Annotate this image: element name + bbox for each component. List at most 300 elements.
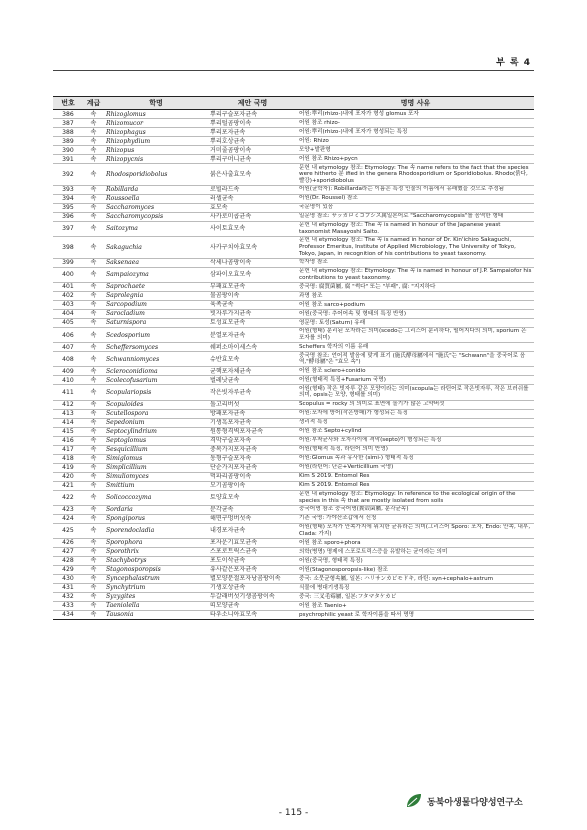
cell-rank: 속 [83,258,104,267]
cell-naming-reason: Scheffers 학자의 이름 유래 [297,343,534,352]
cell-korean-name: 타우소니아효모속 [208,610,297,619]
cell-naming-reason: 어원(형태) 분리된 포자라는 의미(scedo는 그리스어 분리하다, 떨어지다의 의미, sporium 은 포자를 의미) [297,327,534,342]
cell-korean-name: 쉐퍼소마이세스속 [208,343,297,352]
table-row [53,203,534,212]
cell-number: 412 [53,400,83,409]
cell-korean-name: 단순가지포자균속 [208,463,297,472]
cell-number: 417 [53,445,83,454]
cell-rank: 속 [83,601,104,610]
cell-naming-reason: 어원(Dr. Roussel) 참조 [297,194,534,203]
cell-number: 409 [53,367,83,376]
cell-korean-name: 부패효모균속 [208,282,297,291]
cell-naming-reason: 중국: 三叉毛霉屬, 일본:フタマタケカビ [297,592,534,601]
cell-korean-name: 효모속 [208,203,297,212]
cell-number: 400 [53,267,83,282]
cell-korean-name: 물곰팡이속 [208,291,297,300]
cell-number: 404 [53,309,83,318]
cell-naming-reason: 과명 참조 [297,291,534,300]
cell-rank: 속 [83,212,104,221]
cell-scientific-name: Sesquicillium [104,445,208,454]
cell-korean-name: 슈반효모속 [208,352,297,367]
cell-naming-reason: 어원 참조 sclero+conidio [297,367,534,376]
table-row [53,601,534,610]
cell-rank: 속 [83,309,104,318]
cell-naming-reason: 문헌 내 etymology 참조: The 속 is named in honor of Dr. Kin'ichiro Sakaguchi, Professor Emeritus, Institute of Applied Microbiology, The University of Tokyo, Tokyo, Japan, in recognition of his contributions to yeast taxonomy. [297,236,534,258]
table-row [53,352,534,367]
table-row [53,185,534,194]
cell-rank: 속 [83,427,104,436]
cell-naming-reason: 어원(형태) 포자가 안쪽가지에 위치한 균류라는 의미(그리스어 Sporo: 포자, Endo: 안쪽, 내부, Clada: 가지) [297,523,534,538]
cell-naming-reason: 어원 참조 rhizo- [297,119,534,128]
cell-korean-name: 먹파리곰팡이속 [208,472,297,481]
table-row [53,436,534,445]
cell-scientific-name: Schwanniomyces [104,352,208,367]
cell-korean-name: 뿌리구슬포자균속 [208,110,297,119]
table-row [53,400,534,409]
cell-naming-reason: 영문명: 토성(Saturn) 유래 [297,318,534,327]
cell-scientific-name: Rhizophydium [104,137,208,146]
cell-korean-name: 로빌라드속 [208,185,297,194]
cell-korean-name: 뿌리털곰팡이속 [208,119,297,128]
cell-scientific-name: Sporophora [104,538,208,547]
cell-number: 427 [53,547,83,556]
cell-korean-name: 원통형격벽포자균속 [208,427,297,436]
cell-number: 416 [53,436,83,445]
cell-rank: 속 [83,300,104,309]
cell-korean-name: 사카구치아효모속 [208,236,297,258]
cell-naming-reason: 국문명이 있음 [297,203,534,212]
cell-rank: 속 [83,282,104,291]
cell-naming-reason: 문헌 내 etymology 참조: Etymology: The 속 name refers to the fact that the species were hitherto 분 ified in the genera Rhodosporidium or Sporidiobolus. Rhodo(붉다, 빨강)+sporidiobolus [297,164,534,186]
cell-number: 405 [53,318,83,327]
cell-rank: 속 [83,409,104,418]
cell-scientific-name: Tausonia [104,610,208,619]
cell-korean-name: 뿌리포자균속 [208,128,297,137]
cell-korean-name: 붉은사출효모속 [208,164,297,186]
cell-naming-reason: 어원(형태적 특징, 라틴어 의미 반영) [297,445,534,454]
cell-scientific-name: Sporendocladia [104,523,208,538]
cell-rank: 속 [83,514,104,523]
cell-number: 415 [53,427,83,436]
table-row [53,385,534,400]
cell-number: 429 [53,565,83,574]
cell-number: 393 [53,185,83,194]
table-row [53,583,534,592]
cell-korean-name: 돌고리버섯 [208,400,297,409]
cell-number: 389 [53,137,83,146]
cell-number: 392 [53,164,83,186]
cell-scientific-name: Stagonosporopsis [104,565,208,574]
cell-korean-name: 거미줄곰팡이속 [208,146,297,155]
cell-korean-name: 포자운기효모균속 [208,538,297,547]
cell-rank: 속 [83,128,104,137]
cell-number: 413 [53,409,83,418]
table-row [53,610,534,619]
cell-naming-reason: 의학(병명) 명제에 스포로트릭스증을 유발하는 균이라는 의미 [297,547,534,556]
cell-korean-name: 모기곰팡이속 [208,481,297,490]
cell-naming-reason: 학자명 참조 [297,258,534,267]
cell-korean-name: 육족균속 [208,300,297,309]
table-row [53,137,534,146]
cell-scientific-name: Scopuloides [104,400,208,409]
cell-naming-reason: Scopulus = rocky 의 의미로 표면에 돌기가 많은 고약버섯 [297,400,534,409]
cell-korean-name: 격막구슬포자속 [208,436,297,445]
cell-naming-reason: 생리적 특징 [297,418,534,427]
cell-rank: 속 [83,267,104,282]
table-row [53,291,534,300]
cell-korean-name: 사카로미콥균속 [208,212,297,221]
table-row [53,164,534,186]
table-row [53,212,534,221]
cell-scientific-name: Saksenaea [104,258,208,267]
cell-scientific-name: Scheffersomyces [104,343,208,352]
cell-scientific-name: Simiglomus [104,454,208,463]
table-row [53,445,534,454]
cell-scientific-name: Simuliomyces [104,472,208,481]
table-row [53,538,534,547]
cell-korean-name: 삭세나곰팡이속 [208,258,297,267]
cell-naming-reason: 어원(중국명: 추어어속 및 형태의 특징 반영) [297,309,534,318]
cell-number: 394 [53,194,83,203]
cell-number: 406 [53,327,83,342]
cell-naming-reason: 어원 참조 sporo+phora [297,538,534,547]
cell-naming-reason: 어원 참조 Taenio+ [297,601,534,610]
cell-korean-name: 기생흑포자균속 [208,418,297,427]
cell-number: 397 [53,221,83,236]
column-header-scientific-name: 학명 [104,97,208,110]
cell-scientific-name: Simplicillium [104,463,208,472]
cell-rank: 속 [83,236,104,258]
cell-naming-reason: 어원(라틴어: 단순+Verticillium 국명) [297,463,534,472]
cell-rank: 속 [83,574,104,583]
cell-naming-reason: 어원(균학자): Robillarda라는 이름은 특정 인물의 이름에서 유래했을 것으로 추정됨 [297,185,534,194]
cell-naming-reason: 문헌 내 etymology 참조: The 속 is named in honour of the Japanese yeast taxonomist Masayoshi Saito. [297,221,534,236]
cell-rank: 속 [83,119,104,128]
cell-korean-name: 토양효모속 [208,490,297,505]
cell-scientific-name: Rhodosporidiobolus [104,164,208,186]
cell-number: 403 [53,300,83,309]
cell-scientific-name: Roussoella [104,194,208,203]
cell-naming-reason: 어원 참조 sarco+podium [297,300,534,309]
table-row [53,309,534,318]
table-row [53,367,534,376]
cell-rank: 속 [83,538,104,547]
cell-korean-name: 포도이삭균속 [208,556,297,565]
table-row [53,463,534,472]
cell-rank: 속 [83,445,104,454]
cell-rank: 속 [83,610,104,619]
cell-scientific-name: Sporothrix [104,547,208,556]
cell-number: 386 [53,110,83,119]
cell-scientific-name: Saturnispora [104,318,208,327]
cell-scientific-name: Saccharomycopsis [104,212,208,221]
column-header-no: 번호 [53,97,83,110]
cell-number: 402 [53,291,83,300]
table-row [53,514,534,523]
cell-korean-name: 분각균속 [208,505,297,514]
cell-rank: 속 [83,203,104,212]
cell-korean-name: 뿌리호상균속 [208,137,297,146]
cell-number: 424 [53,514,83,523]
cell-number: 407 [53,343,83,352]
cell-naming-reason: 어원(중국명, 형태적 특징) [297,556,534,565]
cell-rank: 속 [83,592,104,601]
cell-scientific-name: Smittium [104,481,208,490]
cell-scientific-name: Scleroconidioma [104,367,208,376]
table-row [53,574,534,583]
cell-number: 391 [53,155,83,164]
cell-scientific-name: Rhizomucor [104,119,208,128]
table-row [53,258,534,267]
cell-rank: 속 [83,463,104,472]
cell-number: 430 [53,574,83,583]
cell-number: 423 [53,505,83,514]
cell-scientific-name: Rhizopycnis [104,155,208,164]
cell-korean-name: 두갈래버섯기생곰팡이속 [208,592,297,601]
cell-number: 388 [53,128,83,137]
cell-naming-reason: 어원(형태) 작은 빗자루 같은 모양이라는 의미(scopula는 라틴어로 작은빗자루, 작은 브러쉬를 의미, opsis는 모양, 형태를 의미) [297,385,534,400]
cell-naming-reason: 어원(Stagonosporopsis-like) 참조 [297,565,534,574]
table-row [53,556,534,565]
page-number: - 115 - [278,808,309,818]
cell-scientific-name: Scutellospora [104,409,208,418]
cell-rank: 속 [83,146,104,155]
table-row [53,427,534,436]
column-header-korean-name: 제안 국명 [208,97,297,110]
cell-number: 408 [53,352,83,367]
cell-scientific-name: Stachybotrys [104,556,208,565]
cell-scientific-name: Sordaria [104,505,208,514]
cell-rank: 속 [83,481,104,490]
table-row [53,418,534,427]
cell-korean-name: 스포로트릭스균속 [208,547,297,556]
cell-scientific-name: Scolecofusarium [104,376,208,385]
cell-rank: 속 [83,547,104,556]
cell-number: 428 [53,556,83,565]
cell-naming-reason: 기존 국명: 가야산조갑에서 신청 [297,514,534,523]
cell-korean-name: 유사같은포자균속 [208,565,297,574]
cell-scientific-name: Sampaiozyma [104,267,208,282]
cell-naming-reason: 중국명: 腐質菌屬, 腐 "썩다" 또는 "부패", 腐: "지지하다 [297,282,534,291]
cell-scientific-name: Sakaguchia [104,236,208,258]
cell-korean-name: 방패포자균속 [208,409,297,418]
table-row [53,221,534,236]
table-row [53,376,534,385]
cell-naming-reason: 중국어명 참조 중국어명(糞殻菌屬, 분각균속) [297,505,534,514]
cell-korean-name: 뿌리구머니균속 [208,155,297,164]
cell-number: 398 [53,236,83,258]
cell-naming-reason: 일문명 참조: サッカロミコプシス属일본어로 "Saccharomycopsis"를 음역한 형태 [297,212,534,221]
running-head: 부 록 4 [496,58,531,68]
cell-naming-reason: 중국: 소뭇균형속屬, 일본: ハリサンカビモドキ, 라틴: syn+cephalo+astrum [297,574,534,583]
cell-rank: 속 [83,194,104,203]
cell-number: 418 [53,454,83,463]
cell-naming-reason: 어원: Rhizo [297,137,534,146]
header-rule [53,70,534,71]
institute-name: 동북아생물다양성연구소 [427,797,523,808]
cell-number: 425 [53,523,83,538]
cell-number: 419 [53,463,83,472]
cell-rank: 속 [83,400,104,409]
cell-naming-reason: 문헌 내 etymology 참조: Etymology: In reference to the ecological origin of the species in this 속 that are mostly isolated from soils [297,490,534,505]
cell-rank: 속 [83,583,104,592]
column-header-naming-reason: 명명 사유 [297,97,534,110]
cell-number: 410 [53,376,83,385]
cell-naming-reason: 모양+발판형 [297,146,534,155]
cell-scientific-name: Rhizopus [104,146,208,155]
cell-naming-reason: Kim S 2019. Entomol Res [297,472,534,481]
cell-korean-name: 사이토효모속 [208,221,297,236]
cell-scientific-name: Taeniolella [104,601,208,610]
cell-rank: 속 [83,164,104,186]
cell-rank: 속 [83,110,104,119]
cell-rank: 속 [83,523,104,538]
cell-naming-reason: 어원 참조 Septo+cylind [297,427,534,436]
cell-korean-name: 러셀균속 [208,194,297,203]
table-row [53,119,534,128]
cell-rank: 속 [83,291,104,300]
table-row [53,565,534,574]
cell-rank: 속 [83,418,104,427]
cell-korean-name: 띠모양균속 [208,601,297,610]
cell-rank: 속 [83,137,104,146]
cell-scientific-name: Saccharomyces [104,203,208,212]
table-row [53,300,534,309]
table-row [53,146,534,155]
table-row [53,110,534,119]
cell-rank: 속 [83,318,104,327]
cell-number: 426 [53,538,83,547]
cell-scientific-name: Septocylindrium [104,427,208,436]
cell-scientific-name: Robillarda [104,185,208,194]
cell-naming-reason: 어원:부착균사와 포자사이에 격막(septo)이 형성되는 특징 [297,436,534,445]
cell-rank: 속 [83,185,104,194]
cell-scientific-name: Sarcopodium [104,300,208,309]
leaf-logo-icon [405,793,423,809]
table-row [53,282,534,291]
cell-naming-reason: 어원:포자에 방어(작은방패)가 형성되는 특징 [297,409,534,418]
table-row [53,236,534,258]
cell-rank: 속 [83,454,104,463]
cell-naming-reason: psychrophilic yeast 로 학자이름을 따서 명명 [297,610,534,619]
cell-naming-reason: 어원:Glomus 속과 유사한 (simi-) 형태적 특징 [297,454,534,463]
cell-number: 421 [53,481,83,490]
cell-naming-reason: Kim S 2019. Entomol Res [297,481,534,490]
cell-korean-name: 별모양분절포자낭곰팡이속 [208,574,297,583]
cell-number: 395 [53,203,83,212]
cell-korean-name: 중복가지포자균속 [208,445,297,454]
table-row [53,481,534,490]
cell-korean-name: 분열포자균속 [208,327,297,342]
cell-number: 390 [53,146,83,155]
cell-number: 401 [53,282,83,291]
cell-rank: 속 [83,352,104,367]
cell-korean-name: 균핵포자체균속 [208,367,297,376]
column-header-rank: 계급 [83,97,104,110]
cell-scientific-name: Synchytrium [104,583,208,592]
cell-number: 411 [53,385,83,400]
cell-number: 420 [53,472,83,481]
table-row [53,472,534,481]
table-row [53,128,534,137]
table-row [53,318,534,327]
cell-rank: 속 [83,327,104,342]
cell-korean-name: 토성효모균속 [208,318,297,327]
cell-rank: 속 [83,376,104,385]
cell-number: 431 [53,583,83,592]
cell-number: 387 [53,119,83,128]
cell-korean-name: 동형구슬포자속 [208,454,297,463]
cell-rank: 속 [83,565,104,574]
institute-logo [405,793,523,809]
cell-naming-reason: 식물에 병대기생특징 [297,583,534,592]
cell-number: 414 [53,418,83,427]
cell-scientific-name: Syncephalastrum [104,574,208,583]
table-header-row [53,97,534,110]
cell-naming-reason: 어원 참조 Rhizo+pycn [297,155,534,164]
cell-naming-reason: 어원(형태적 특징+Fusarium 국명) [297,376,534,385]
cell-korean-name: 내경포자균속 [208,523,297,538]
cell-rank: 속 [83,505,104,514]
cell-scientific-name: Saitozyma [104,221,208,236]
table-row [53,267,534,282]
cell-korean-name: 해면구멍버섯속 [208,514,297,523]
table-row [53,155,534,164]
cell-rank: 속 [83,343,104,352]
table-row [53,592,534,601]
cell-scientific-name: Septoglomus [104,436,208,445]
cell-korean-name: 벌레낫균속 [208,376,297,385]
cell-rank: 속 [83,556,104,565]
table-row [53,327,534,342]
cell-korean-name: 기생호상균속 [208,583,297,592]
table-row [53,343,534,352]
table-row [53,490,534,505]
cell-scientific-name: Rhizophagus [104,128,208,137]
table-row [53,454,534,463]
cell-scientific-name: Syzygites [104,592,208,601]
cell-number: 433 [53,601,83,610]
cell-scientific-name: Saprochaete [104,282,208,291]
cell-scientific-name: Scopulariopsis [104,385,208,400]
cell-number: 434 [53,610,83,619]
table-row [53,409,534,418]
cell-korean-name: 작은빗자루균속 [208,385,297,400]
cell-rank: 속 [83,436,104,445]
cell-rank: 속 [83,155,104,164]
cell-scientific-name: Sarocladium [104,309,208,318]
cell-scientific-name: Rhizoglomus [104,110,208,119]
cell-rank: 속 [83,385,104,400]
cell-number: 432 [53,592,83,601]
cell-naming-reason: 중국명 참조: 언어적 발음에 맞게 표기 (施氏酵母屬에서 "施氏"는 "Schwann"을 중국어로 음역,"酵母屬"은 "효모 속") [297,352,534,367]
cell-scientific-name: Scedosporium [104,327,208,342]
cell-rank: 속 [83,472,104,481]
cell-number: 422 [53,490,83,505]
cell-number: 396 [53,212,83,221]
cell-rank: 속 [83,221,104,236]
naming-table [53,96,534,620]
table-row [53,547,534,556]
cell-naming-reason: 어원:뿌리(rhizo-)내에 포자가 형성 glomus 포자 [297,110,534,119]
cell-scientific-name: Saprolegnia [104,291,208,300]
table-body [53,110,534,620]
table-row [53,523,534,538]
cell-rank: 속 [83,367,104,376]
cell-korean-name: 빗자루가지균속 [208,309,297,318]
cell-number: 399 [53,258,83,267]
cell-naming-reason: 문헌 내 etymology 참조: Etymology: The 속 is named in honour of J.P. Sampaiofor his contributions to yeast taxonomy. [297,267,534,282]
